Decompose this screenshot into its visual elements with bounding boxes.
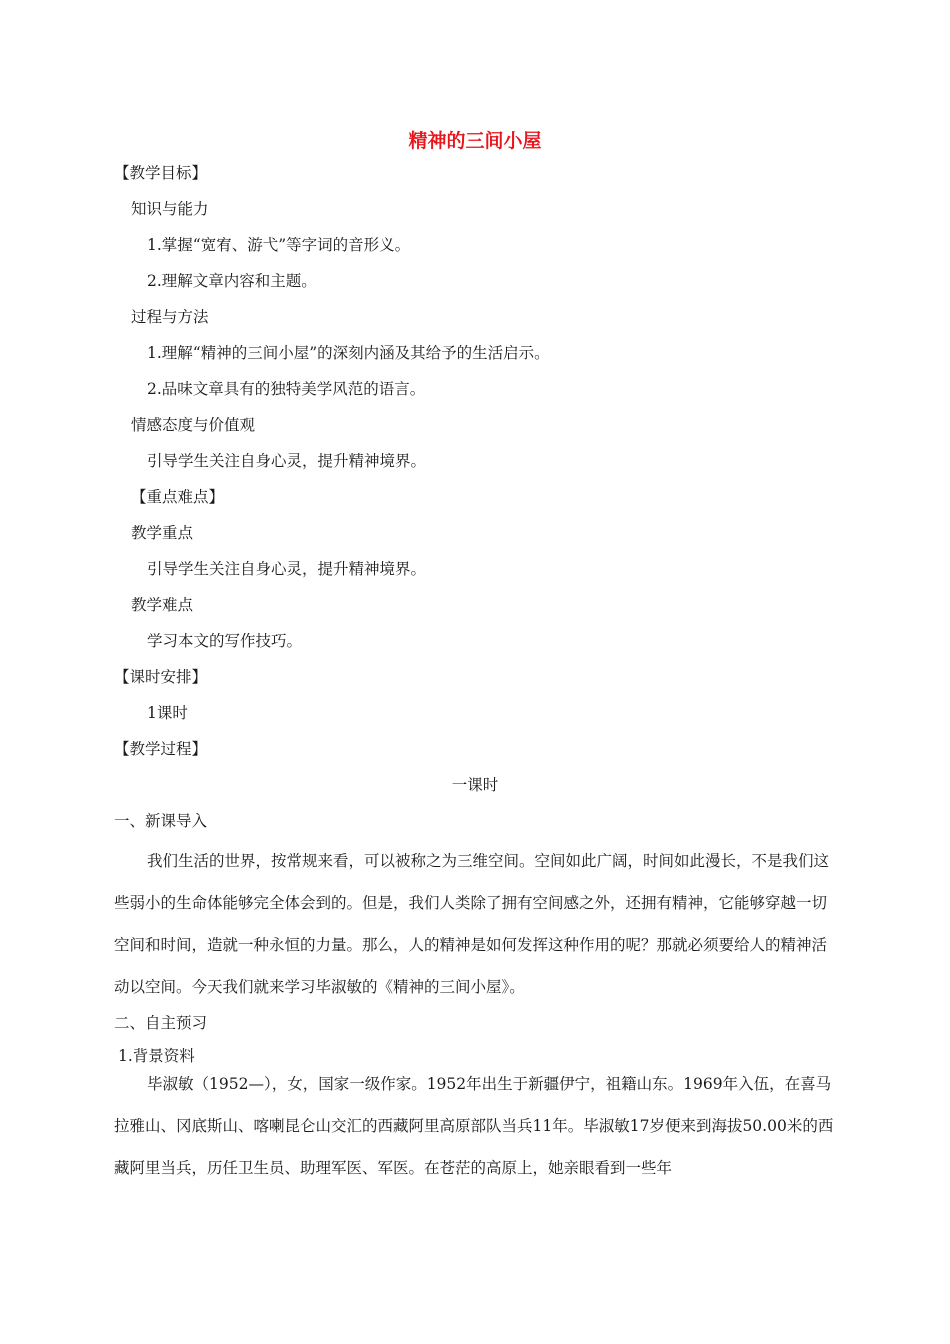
knowledge-item-1: 1.掌握“宽宥、游弋”等字词的音形义。 (147, 236, 411, 254)
teaching-process-heading: 【教学过程】 (114, 740, 208, 758)
knowledge-item-2: 2.理解文章内容和主题。 (147, 272, 317, 290)
process-item-1: 1.理解“精神的三间小屋”的深刻内涵及其给予的生活启示。 (147, 344, 550, 362)
document-title: 精神的三间小屋 (408, 130, 542, 152)
part1-heading: 一、新课导入 (114, 812, 208, 830)
objectives-heading: 【教学目标】 (114, 164, 208, 182)
part2-paragraph: 毕淑敏（1952—），女，国家一级作家。1952年出生于新疆伊宁，祖籍山东。1969年入伍，在喜马拉雅山、冈底斯山、喀喇昆仑山交汇的西藏阿里高原部队当兵11年。毕淑敏17岁便来到海拔50.00米的西藏阿里当兵，历任卫生员、助理军医、军医。在苍茫的高原上，她亲眼看到一些年 (114, 1075, 834, 1177)
part2-heading: 二、自主预习 (114, 1014, 208, 1032)
lesson-label: 一课时 (451, 776, 499, 794)
difficulty-heading: 教学难点 (131, 596, 194, 614)
knowledge-heading: 知识与能力 (131, 200, 209, 218)
key-points-heading: 【重点难点】 (131, 488, 225, 506)
difficulty-item-1: 学习本文的写作技巧。 (147, 632, 303, 650)
schedule-heading: 【课时安排】 (114, 668, 208, 686)
part2-subheading: 1.背景资料 (118, 1047, 195, 1065)
focus-heading: 教学重点 (131, 524, 194, 542)
emotion-item-1: 引导学生关注自身心灵，提升精神境界。 (147, 452, 427, 470)
process-item-2: 2.品味文章具有的独特美学风范的语言。 (147, 380, 426, 398)
focus-item-1: 引导学生关注自身心灵，提升精神境界。 (147, 560, 427, 578)
process-heading: 过程与方法 (131, 308, 209, 326)
part1-paragraph: 我们生活的世界，按常规来看，可以被称之为三维空间。空间如此广阔，时间如此漫长，不是我们这些弱小的生命体能够完全体会到的。但是，我们人类除了拥有空间感之外，还拥有精神，它能够穿越一切空间和时间，造就一种永恒的力量。那么，人的精神是如何发挥这种作用的呢？那就必须要给人的精神活动以空间。今天我们就来学习毕淑敏的《精神的三间小屋》。 (114, 852, 830, 996)
schedule-item-1: 1课时 (147, 704, 188, 722)
emotion-heading: 情感态度与价值观 (131, 416, 256, 434)
